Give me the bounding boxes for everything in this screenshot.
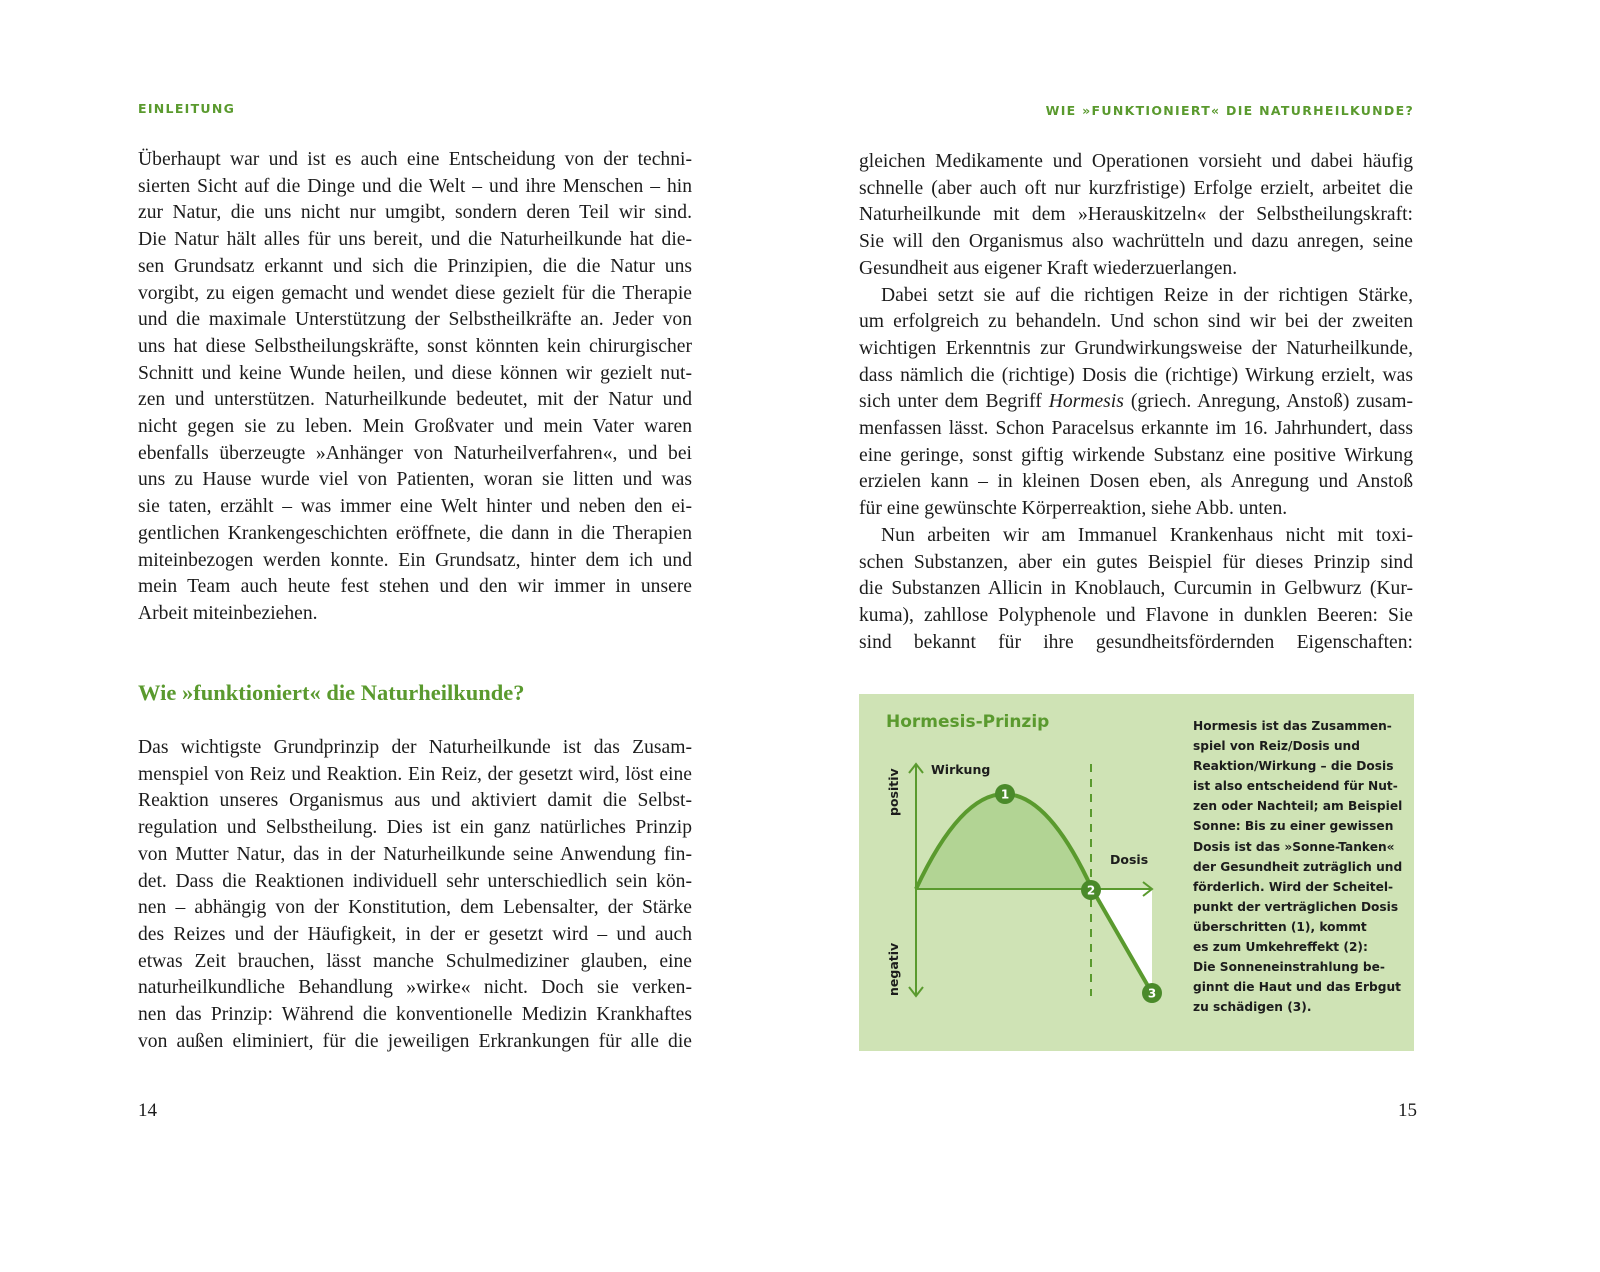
y-axis-label: Wirkung [931, 762, 991, 777]
text-line: sen Grundsatz erkannt und sich die Prinzipien, die die Natur uns [138, 255, 692, 277]
text-line: det. Dass die Reaktionen individuell sehr unterschiedlich sein kön- [138, 870, 692, 892]
caption-line: Reaktion/Wirkung – die Dosis [1193, 759, 1394, 774]
text-line: vorgibt, zu eigen gemacht und wendet diese gezielt für die Therapie [138, 282, 692, 304]
page-number-left: 14 [138, 1100, 157, 1121]
caption-line: ginnt die Haut und das Erbgut [1193, 980, 1401, 995]
text-line: ebenfalls überzeugte »Anhänger von Naturheilverfahren«, und bei [138, 442, 692, 464]
text-line: nen – abhängig von der Konstitution, dem Lebensalter, der Stärke [138, 897, 692, 919]
caption-line: der Gesundheit zuträglich und [1193, 859, 1403, 874]
text-line: um erfolgreich zu behandeln. Und schon sind wir bei der zweiten [859, 311, 1413, 333]
text-line: dass nämlich die (richtige) Dosis die (richtige) Wirkung erzielt, was [859, 364, 1413, 386]
caption-line: Sonne: Bis zu einer gewissen [1193, 819, 1394, 834]
page-number-right: 15 [1398, 1100, 1417, 1121]
text-line: nicht gegen sie zu leben. Mein Großvater und mein Vater waren [138, 416, 692, 438]
figure-caption [1193, 716, 1403, 1017]
text-line: Naturheilkunde mit dem »Herauskitzeln« der Selbstheilungskraft: [859, 204, 1413, 226]
caption-line: punkt der verträglichen Dosis [1193, 899, 1399, 914]
marker-3 [1142, 983, 1162, 1003]
text-line: regulation und Selbstheilung. Dies ist ein ganz natürliches Prinzip [138, 817, 692, 839]
text-line: sind bekannt für ihre gesundheitsfördernden Eigenschaften: [859, 631, 1413, 653]
caption-line: Hormesis ist das Zusammen- [1193, 719, 1392, 733]
hormesis-figure [859, 694, 1414, 1051]
text-line: zen und unterstützen. Naturheilkunde bedeutet, mit der Natur und [138, 389, 692, 411]
text-line: zur Natur, die uns nicht nur umgibt, sondern deren Teil wir sind. [138, 202, 692, 224]
text-line: etwas Zeit brauchen, lässt manche Schulmediziner glauben, eine [138, 950, 692, 972]
running-head-left: EINLEITUNG [138, 101, 236, 116]
caption-line: Dosis ist das »Sonne-Tanken« [1193, 839, 1395, 854]
right-paragraph-3 [859, 523, 1413, 657]
caption-line: zen oder Nachteil; am Beispiel [1193, 799, 1403, 814]
text-line: schnelle (aber auch oft nur kurzfristige) Erfolge erzielt, arbeitet die [859, 177, 1413, 199]
right-paragraph-1 [859, 149, 1413, 283]
text-line: sich unter dem Begriff Hormesis (griech. Anregung, Anstoß) zusam- [859, 391, 1413, 413]
positive-label: positiv [886, 768, 901, 816]
marker-2 [1081, 880, 1101, 900]
text-line: Das wichtigste Grundprinzip der Naturheilkunde ist das Zusam- [138, 737, 692, 758]
figure-title: Hormesis-Prinzip [886, 712, 1050, 732]
marker-1 [995, 784, 1015, 804]
text-line: von Mutter Natur, das in der Naturheilkunde seine Anwendung fin- [138, 843, 692, 865]
caption-line: zu schädigen (3). [1193, 1000, 1312, 1015]
svg-text:1: 1 [1000, 787, 1010, 802]
section-heading: Wie »funktioniert« die Naturheilkunde? [138, 680, 525, 705]
svg-text:2: 2 [1086, 883, 1096, 898]
text-line: Die Natur hält alles für uns bereit, und die Naturheilkunde hat die- [138, 229, 692, 251]
running-head-right: WIE »FUNKTIONIERT« DIE NATURHEILKUNDE? [1045, 103, 1414, 118]
text-line: eine geringe, sonst giftig wirkende Substanz eine positive Wirkung [859, 444, 1413, 466]
right-paragraphs [859, 149, 1413, 656]
text-line: von außen eliminiert, für die jeweiligen Erkrankungen für alle die [138, 1030, 692, 1052]
text-line: uns hat diese Selbstheilungskräfte, sonst könnten kein chirurgischer [138, 335, 692, 357]
text-line: des Reizes und der Häufigkeit, in der er gesetzt wird – und auch [138, 923, 692, 945]
text-line: schen Substanzen, aber ein gutes Beispiel für dieses Prinzip sind [859, 551, 1413, 573]
text-line: für eine gewünschte Körperreaktion, siehe Abb. unten. [859, 498, 1288, 520]
text-line: gleichen Medikamente und Operationen vorsieht und dabei häufig [859, 151, 1413, 172]
text-line: die Substanzen Allicin in Knoblauch, Curcumin in Gelbwurz (Kur- [859, 578, 1413, 600]
text-line: Sie will den Organismus also wachrütteln und dazu anregen, seine [859, 231, 1413, 253]
text-line: sierten Sicht auf die Dinge und die Welt – und ihre Menschen – hin [138, 175, 692, 197]
left-paragraph-2 [138, 735, 692, 1055]
x-axis-label: Dosis [1110, 852, 1149, 867]
negative-label: negativ [886, 942, 901, 996]
svg-text:3: 3 [1147, 986, 1157, 1001]
text-line: Überhaupt war und ist es auch eine Entscheidung von der techni- [138, 149, 692, 170]
text-line: Reaktion unseres Organismus aus und aktiviert damit die Selbst- [138, 790, 692, 812]
text-line: Schnitt und keine Wunde heilen, und diese können wir gezielt nut- [138, 362, 692, 384]
text-line: und die maximale Unterstützung der Selbstheilkräfte an. Jeder von [138, 309, 692, 331]
text-line: Arbeit miteinbeziehen. [138, 602, 318, 624]
text-line: menfassen lässt. Schon Paracelsus erkannte im 16. Jahrhundert, dass [859, 418, 1413, 440]
left-paragraph-1 [138, 147, 692, 628]
caption-line: es zum Umkehreffekt (2): [1193, 940, 1368, 955]
text-line: wichtigen Erkenntnis zur Grundwirkungsweise der Naturheilkunde, [859, 337, 1413, 359]
text-line: kuma), zahllose Polyphenole und Flavone in dunklen Beeren: Sie [859, 604, 1413, 626]
text-line: uns zu Hause wurde viel von Patienten, woran sie litten und was [138, 469, 692, 491]
caption-line: förderlich. Wird der Scheitel- [1193, 879, 1394, 894]
text-line: sie taten, erzählt – was immer eine Welt hinter und neben den ei- [138, 496, 692, 518]
text-line: Gesundheit aus eigener Kraft wiederzuerlangen. [859, 257, 1238, 279]
text-line: Nun arbeiten wir am Immanuel Krankenhaus nicht mit toxi- [881, 524, 1413, 546]
text-line: miteinbezogen werden konnte. Ein Grundsatz, hinter dem ich und [138, 549, 692, 571]
text-line: erzielen kann – in kleinen Dosen eben, als Anregung und Anstoß [859, 471, 1413, 493]
caption-line: überschritten (1), kommt [1193, 919, 1367, 934]
text-line: gentlichen Krankengeschichten eröffnete, die dann in die Therapien [138, 522, 692, 544]
caption-line: spiel von Reiz/Dosis und [1193, 739, 1360, 754]
text-line: menspiel von Reiz und Reaktion. Ein Reiz, der gesetzt wird, löst eine [138, 763, 692, 785]
text-line: mein Team auch heute fest stehen und den wir immer in unsere [138, 576, 692, 598]
right-paragraph-2 [859, 283, 1413, 523]
text-line: nen das Prinzip: Während die konventionelle Medizin Krankhaftes [138, 1004, 692, 1026]
caption-line: Die Sonneneinstrahlung be- [1193, 960, 1385, 975]
caption-line: ist also entscheidend für Nut- [1193, 779, 1398, 794]
text-line: naturheilkundliche Behandlung »wirke« nicht. Doch sie verken- [138, 977, 692, 999]
text-line: Dabei setzt sie auf die richtigen Reize in der richtigen Stärke, [881, 284, 1413, 306]
